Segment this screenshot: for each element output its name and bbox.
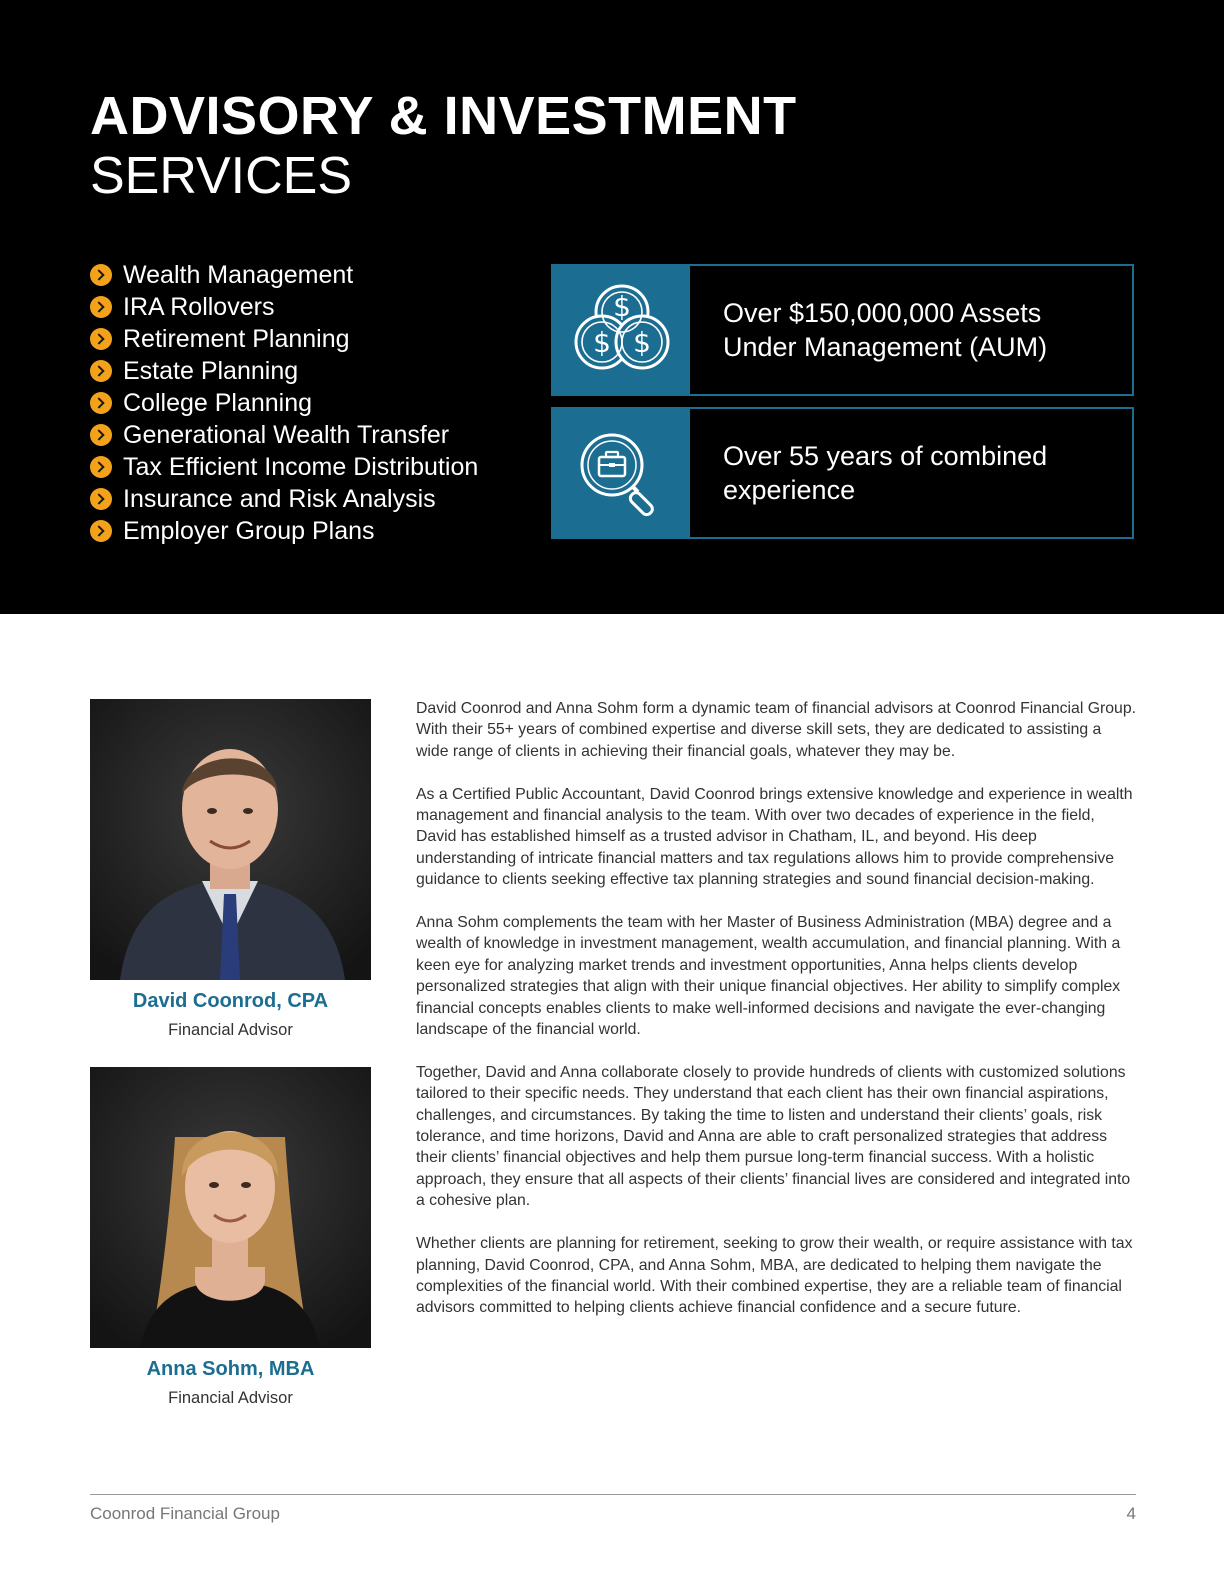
chevron-right-icon — [90, 424, 112, 446]
page-title: ADVISORY & INVESTMENT — [90, 86, 797, 146]
list-item: Estate Planning — [90, 355, 520, 387]
list-item: IRA Rollovers — [90, 291, 520, 323]
david-name: David Coonrod, CPA — [132, 990, 329, 1012]
briefcase-search-icon — [553, 409, 690, 537]
bio-paragraph: Whether clients are planning for retirement, seeking to grow their wealth, or require assistance with tax planning, David Coonrod, CPA, and Anna Sohm, MBA, are dedicated to helping them navigate the complexities of the financial world. With their combined expertise, they are a reliable team of financial advisors committed to helping clients achieve financial confidence and a secure future. — [416, 1235, 1133, 1317]
bio-paragraph: As a Certified Public Accountant, David Coonrod brings extensive knowledge and experience in wealth management and financial analysis to the team. With over two decades of experience in the field, David has established himself as a trusted advisor in Chatham, IL, and beyond. His deep understanding of intricate financial matters and tax regulations allows him to provide comprehensive guidance to clients seeking effective tax planning strategies and sound financial decision-making. — [416, 785, 1133, 889]
chevron-right-icon — [90, 520, 112, 542]
david-coonrod-photo — [90, 699, 371, 980]
page-number: 4 — [1126, 1504, 1136, 1523]
chevron-right-icon — [90, 488, 112, 510]
david-role: Financial Advisor — [168, 1021, 293, 1039]
stat-card-aum — [551, 264, 1134, 396]
list-item: Generational Wealth Transfer — [90, 419, 520, 451]
list-item: Insurance and Risk Analysis — [90, 483, 520, 515]
chevron-right-icon — [90, 264, 112, 286]
list-item: Tax Efficient Income Distribution — [90, 451, 520, 483]
svg-text:$: $ — [612, 290, 631, 323]
stat-text: Over 55 years of combined experience — [723, 441, 1048, 505]
anna-sohm-photo — [90, 1067, 371, 1348]
hero-section — [0, 0, 1224, 614]
page-subtitle: SERVICES — [90, 147, 353, 205]
list-item: Wealth Management — [90, 259, 520, 291]
chevron-right-icon — [90, 456, 112, 478]
team-bio — [416, 698, 1136, 1340]
list-item: College Planning — [90, 387, 520, 419]
chevron-right-icon — [90, 328, 112, 350]
bio-paragraph: Anna Sohm complements the team with her Master of Business Administration (MBA) degree and a wealth of knowledge in investment management, wealth accumulation, and financial planning. With a keen eye for analyzing market trends and investment opportunities, Anna helps clients develop personalized strategies that align with their unique financial objectives. Her ability to simplify complex financial concepts enables clients to make well-informed decisions and navigate the ever-changing landscape of the financial world. — [416, 914, 1121, 1039]
chevron-right-icon — [90, 296, 112, 318]
svg-text:$: $ — [632, 326, 651, 359]
anna-role: Financial Advisor — [168, 1389, 293, 1407]
stat-text: Over $150,000,000 Assets Under Management (AUM) — [723, 298, 1048, 362]
bio-paragraph: David Coonrod and Anna Sohm form a dynamic team of financial advisors at Coonrod Financial Group. With their 55+ years of combined expertise and diverse skill sets, they are dedicated to assisting a wide range of clients in achieving their financial goals, whatever they may be. — [416, 700, 1137, 760]
footer-company: Coonrod Financial Group — [90, 1504, 280, 1523]
chevron-right-icon — [90, 392, 112, 414]
chevron-right-icon — [90, 360, 112, 382]
footer-divider — [90, 1494, 1136, 1495]
svg-text:$: $ — [592, 326, 611, 359]
stat-card-experience — [551, 407, 1134, 539]
list-item: Employer Group Plans — [90, 515, 520, 547]
anna-name: Anna Sohm, MBA — [146, 1358, 315, 1380]
list-item: Retirement Planning — [90, 323, 520, 355]
coins-icon — [553, 266, 690, 394]
bio-paragraph: Together, David and Anna collaborate closely to provide hundreds of clients with customized solutions tailored to their specific needs. They understand that each client has their own financial aspirations, challenges, and circumstances. By taking the time to listen and understand their clients’ goals, risk tolerance, and time horizons, David and Anna are able to craft personalized strategies that address their clients’ financial objectives and help them pursue long-term financial success. With a holistic approach, they ensure that all aspects of their clients’ financial lives are considered and integrated into a cohesive plan. — [416, 1063, 1131, 1210]
services-list — [90, 259, 520, 547]
